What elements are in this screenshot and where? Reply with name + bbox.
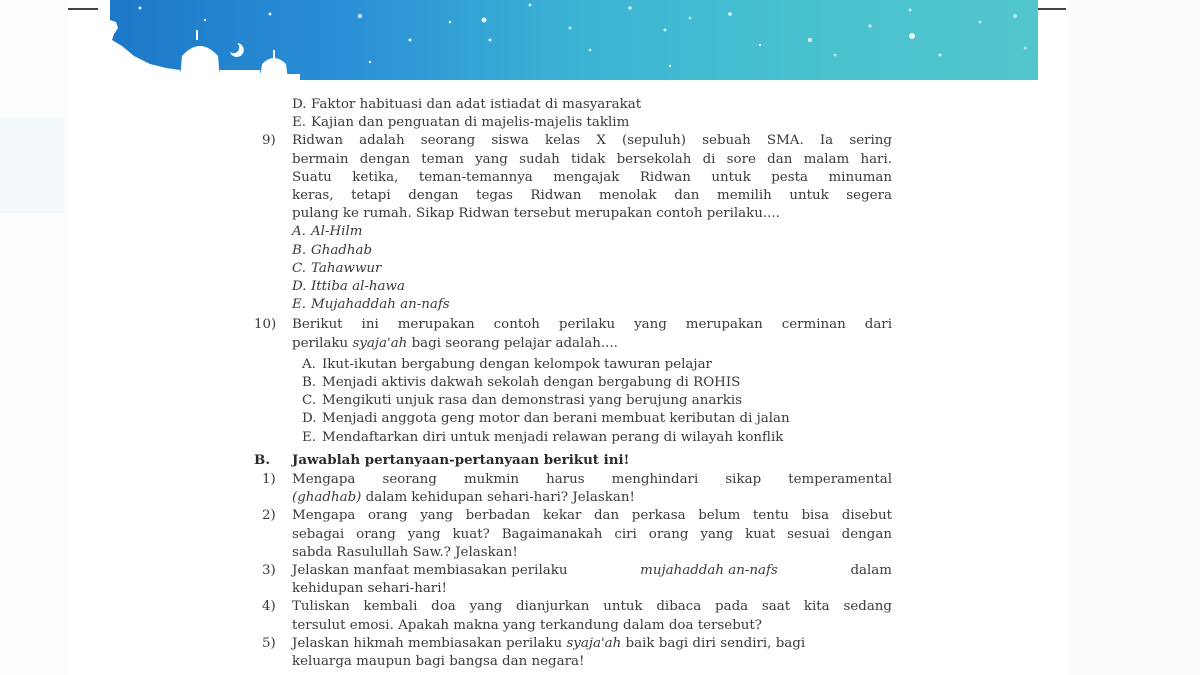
page-rule-right xyxy=(1036,8,1066,10)
option-item xyxy=(262,114,892,132)
text-line: kehidupan sehari-hari! xyxy=(292,581,447,597)
right-blank-margin xyxy=(1068,0,1200,675)
option-letter: E. xyxy=(292,115,307,131)
option-item xyxy=(262,242,892,260)
question-text xyxy=(292,598,892,634)
question-number: 1) xyxy=(262,472,276,488)
essay-question-5 xyxy=(262,635,892,671)
text-line xyxy=(292,335,892,353)
option-text: Tahawwur xyxy=(311,260,382,276)
option-item xyxy=(262,392,892,410)
option-letter: D. xyxy=(292,279,307,295)
option-text: Mujahaddah an-nafs xyxy=(311,297,450,313)
text-line: Ridwan adalah seorang siswa kelas X (sepuluh) sebuah SMA. Ia sering xyxy=(292,133,892,149)
question-text xyxy=(292,316,892,352)
option-text: Menjadi aktivis dakwah sekolah dengan bergabung di ROHIS xyxy=(322,375,741,391)
text-fragment: Jelaskan hikmah membiasakan perilaku xyxy=(292,635,567,651)
option-letter: C. xyxy=(302,393,317,409)
question-9 xyxy=(262,132,892,223)
option-item xyxy=(262,223,892,241)
text-fragment: Jelaskan manfaat membiasakan perilaku xyxy=(292,563,568,579)
text-line: bermain dengan teman yang sudah tidak bersekolah di sore dan malam hari. xyxy=(292,151,892,167)
option-item xyxy=(262,356,892,374)
text-fragment: dalam xyxy=(850,563,892,579)
question-number: 2) xyxy=(262,508,276,524)
essay-question-2 xyxy=(262,507,892,562)
italic-term: syaja'ah xyxy=(352,335,408,351)
text-line: Suatu ketika, teman-temannya mengajak Ridwan untuk pesta minuman xyxy=(292,169,892,185)
text-fragment: dalam kehidupan sehari-hari? Jelaskan! xyxy=(361,490,635,506)
section-letter: B. xyxy=(254,451,270,468)
question-number: 10) xyxy=(254,317,277,333)
question-number: 4) xyxy=(262,599,276,615)
mosque-silhouette-icon xyxy=(110,20,300,80)
text-line: Mengapa orang yang berbadan kekar dan perkasa belum tentu bisa disebut xyxy=(292,508,892,524)
text-line: Tuliskan kembali doa yang dianjurkan untuk dibaca pada saat kita sedang xyxy=(292,599,892,615)
banner-art xyxy=(110,0,1038,80)
option-text: Faktor habituasi dan adat istiadat di masyarakat xyxy=(311,97,642,112)
option-item xyxy=(262,429,892,447)
text-line: sabda Rasulullah Saw.? Jelaskan! xyxy=(292,544,518,560)
question-text xyxy=(292,471,892,507)
text-line: pulang ke rumah. Sikap Ridwan tersebut merupakan contoh perilaku.... xyxy=(292,206,780,222)
page-rule-left xyxy=(68,8,98,10)
essay-question-4 xyxy=(262,598,892,634)
text-line: Mengapa seorang mukmin harus menghindari sikap temperamental xyxy=(292,472,892,488)
option-text: Kajian dan penguatan di majelis-majelis taklim xyxy=(311,115,630,131)
option-item xyxy=(262,374,892,392)
question-text xyxy=(292,507,892,562)
italic-term: (ghadhab) xyxy=(292,490,362,506)
text-fragment: bagi seorang pelajar adalah.... xyxy=(407,335,618,351)
option-letter: A. xyxy=(292,224,306,240)
text-line xyxy=(292,562,892,580)
option-item xyxy=(262,296,892,314)
option-letter: E. xyxy=(302,429,317,445)
question-number: 9) xyxy=(262,133,276,149)
section-title: Jawablah pertanyaan-pertanyaan berikut ini! xyxy=(292,451,630,468)
faded-side-panel xyxy=(0,118,64,213)
question-10 xyxy=(254,316,892,352)
option-text: Mendaftarkan diri untuk menjadi relawan perang di wilayah konflik xyxy=(322,429,784,445)
question-text xyxy=(292,132,892,223)
question-number: 3) xyxy=(262,563,276,579)
question-number: 5) xyxy=(262,635,276,651)
option-letter: B. xyxy=(302,375,317,391)
text-line: keras, tetapi dengan tegas Ridwan menolak dan memilih untuk segera xyxy=(292,188,892,204)
header-banner xyxy=(110,0,1038,80)
text-line: tersulut emosi. Apakah makna yang terkandung dalam doa tersebut? xyxy=(292,617,762,633)
option-text: Ittiba al-hawa xyxy=(311,279,405,295)
option-letter: E. xyxy=(292,297,307,313)
text-fragment: perilaku xyxy=(292,335,353,351)
option-text: Mengikuti unjuk rasa dan demonstrasi yang berujung anarkis xyxy=(322,393,743,409)
option-letter: A. xyxy=(302,356,316,372)
question-page xyxy=(254,96,892,671)
italic-term: syaja'ah xyxy=(566,635,622,651)
text-line: Berikut ini merupakan contoh perilaku yang merupakan cerminan dari xyxy=(292,317,892,333)
option-letter: C. xyxy=(292,260,307,276)
essay-question-1 xyxy=(262,471,892,507)
option-item xyxy=(262,96,892,114)
option-text: Al-Hilm xyxy=(311,224,363,240)
section-b-heading xyxy=(254,451,892,469)
option-item xyxy=(262,260,892,278)
stars xyxy=(139,4,1027,68)
essay-question-3 xyxy=(262,562,892,598)
option-letter: D. xyxy=(302,411,317,427)
option-text: Ikut-ikutan bergabung dengan kelompok tawuran pelajar xyxy=(322,356,712,372)
text-line: sebagai orang yang kuat? Bagaimanakah ciri orang yang kuat sesuai dengan xyxy=(292,526,892,542)
option-text: Ghadhab xyxy=(311,242,373,258)
option-letter: B. xyxy=(292,242,307,258)
option-text: Menjadi anggota geng motor dan berani membuat keributan di jalan xyxy=(322,411,790,427)
question-text xyxy=(292,635,892,671)
option-letter: D. xyxy=(292,97,307,112)
italic-term: mujahaddah an-nafs xyxy=(640,563,778,579)
option-item xyxy=(262,410,892,428)
text-line xyxy=(292,489,892,507)
option-item xyxy=(262,278,892,296)
text-line: keluarga maupun bagi bangsa dan negara! xyxy=(292,654,585,670)
text-fragment: baik bagi diri sendiri, bagi xyxy=(621,635,806,651)
question-text xyxy=(292,562,892,598)
text-line xyxy=(292,635,892,653)
left-blank-margin xyxy=(0,0,68,675)
